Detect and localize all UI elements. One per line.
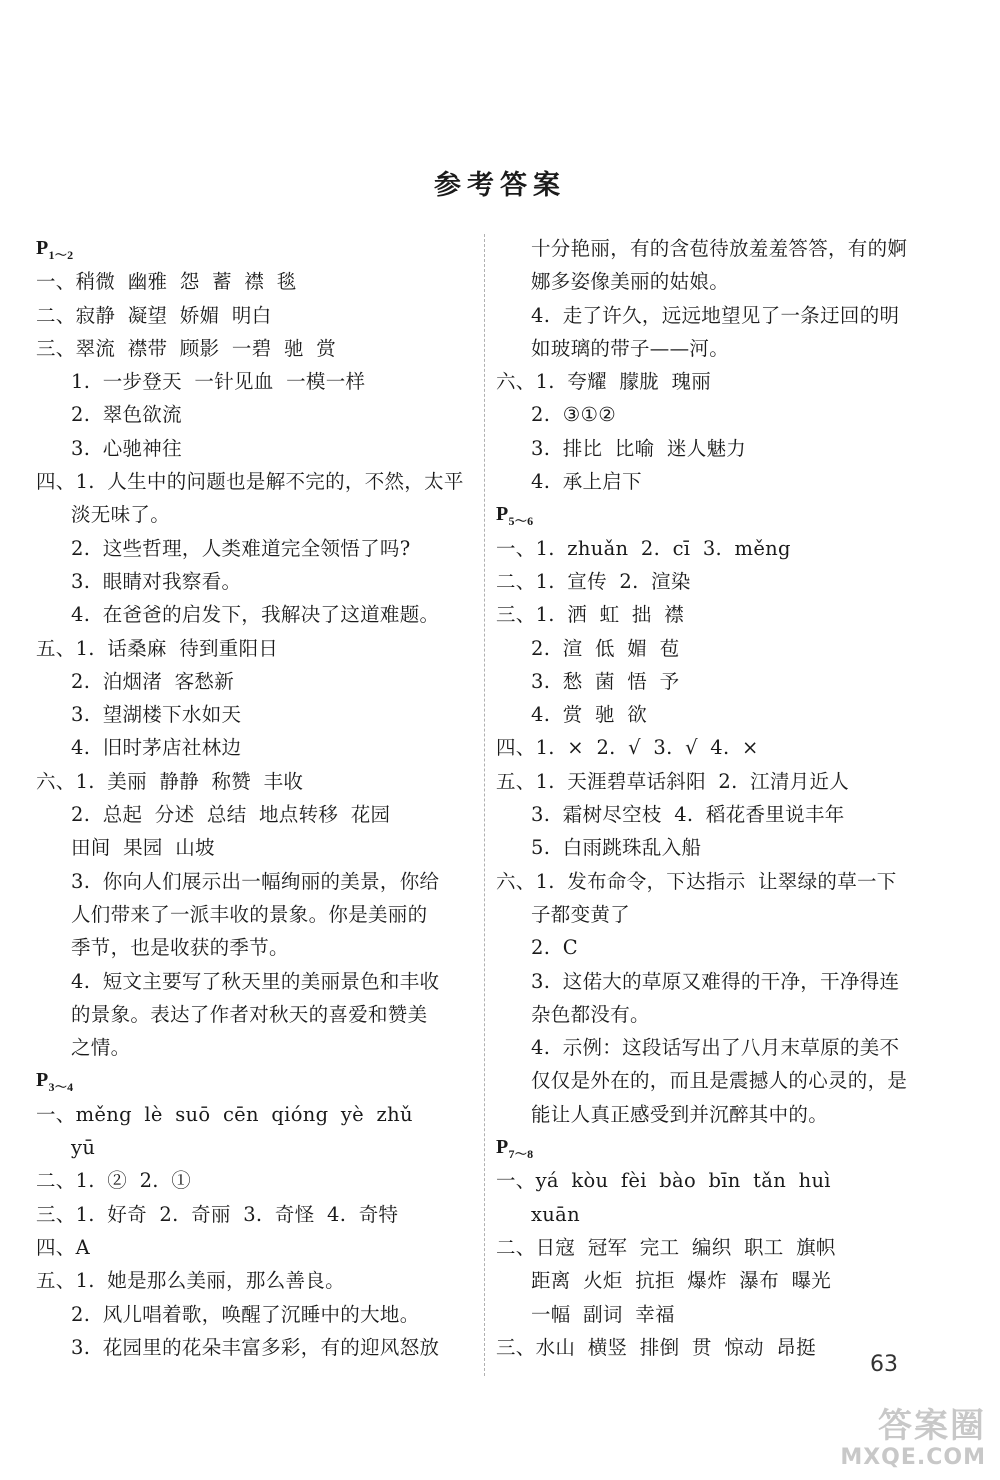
answer-line [496,598,926,631]
answer-text: 三、翠流 襟带 顾影 一碧 驰 赏 [36,336,337,360]
answer-text: 杂色都没有。 [531,1002,650,1026]
answer-line [496,465,926,498]
answer-line [36,898,464,931]
answer-text: 五、1. 话桑麻 待到重阳日 [36,636,279,660]
answer-line [496,265,926,298]
answer-text: 3. 眼睛对我察看。 [71,569,242,593]
answer-line [496,1064,926,1097]
answer-line [36,1231,464,1264]
answer-line [496,1298,926,1331]
answer-line [36,765,464,798]
answer-text: 3. 这偌大的草原又难得的干净，干净得连 [531,969,900,993]
page-title: 参考答案 [434,170,566,201]
answer-line [496,365,926,398]
page-range: 3～4 [48,1080,74,1095]
answer-text: 2. ③①② [531,403,617,427]
page-range: 1～2 [48,248,74,262]
answer-text: 仅仅是外在的，而且是震撼人的心灵的，是 [531,1069,908,1093]
section-heading-label: P [496,1136,509,1159]
answer-text: 3. 愁 菌 悟 予 [531,669,680,693]
answer-line [36,465,464,498]
answer-line [496,232,926,265]
answer-line [36,1198,464,1231]
section-heading [36,232,464,265]
answer-text: 一、yá kòu fèi bào bīn tǎn huì [496,1169,831,1193]
answer-line [496,998,926,1031]
answer-text: 六、1. 夸耀 朦胧 瑰丽 [496,370,712,394]
answer-text: 4. 承上启下 [531,470,642,494]
answer-line [36,1164,464,1197]
answer-line [496,632,926,665]
answer-line [496,1031,926,1064]
answer-line [496,1331,926,1364]
answer-text: 1. 一步登天 一针见血 一模一样 [71,370,366,394]
answer-text: 3. 你向人们展示出一幅绚丽的美景，你给 [71,869,440,893]
answer-text: 一幅 副词 幸福 [531,1302,675,1326]
answer-line [36,365,464,398]
answer-text: 季节，也是收获的季节。 [71,936,289,960]
answer-text: 5. 白雨跳珠乱入船 [531,836,702,860]
answer-line [36,1098,464,1131]
answer-line [36,1264,464,1297]
answer-text: 一、稍微 幽雅 怨 蓄 襟 毯 [36,270,297,294]
answer-line [36,665,464,698]
answer-text: 五、1. 她是那么美丽，那么善良。 [36,1269,345,1293]
answer-text: 六、1. 美丽 静静 称赞 丰收 [36,769,304,793]
answer-line [36,698,464,731]
answer-text: 能让人真正感受到并沉醉其中的。 [531,1102,829,1126]
answer-text: 4. 短文主要写了秋天里的美丽景色和丰收 [71,969,440,993]
answer-text: 4. 示例：这段话写出了八月末草原的美不 [531,1036,900,1060]
answer-line [496,565,926,598]
answer-text: 4. 走了许久，远远地望见了一条迂回的明 [531,303,900,327]
answer-line [496,332,926,365]
answer-text: 三、水山 横竖 排倒 贯 惊动 昂挺 [496,1335,816,1359]
watermark-logo: 答案圈 [878,1406,986,1446]
answer-text: 2. 泊烟渚 客愁新 [71,669,235,693]
answer-line [36,1298,464,1331]
answer-line [496,898,926,931]
answer-text: 4. 在爸爸的启发下，我解决了这道难题。 [71,603,440,627]
answer-text: 十分艳丽，有的含苞待放羞羞答答，有的婀 [531,237,908,260]
answer-text: 3. 心驰神往 [71,436,182,460]
answer-text: 娜多姿像美丽的姑娘。 [531,270,730,294]
answer-text: 2. 这些哲理，人类难道完全领悟了吗? [71,536,411,560]
watermark-url: MXQE.COM [840,1445,986,1470]
answer-text: 4. 赏 驰 欲 [531,703,648,727]
answer-line [36,831,464,864]
answer-line [496,398,926,431]
answer-text: 二、寂静 凝望 娇媚 明白 [36,303,272,327]
answer-line [496,731,926,764]
answer-text: 的景象。表达了作者对秋天的喜爱和赞美 [71,1002,428,1026]
section-heading-label: P [36,237,49,259]
answer-line [496,965,926,998]
answer-text: 四、A [36,1235,90,1259]
answer-line [36,865,464,898]
answer-line [36,299,464,332]
answer-text: 三、1. 好奇 2. 奇丽 3. 奇怪 4. 奇特 [36,1202,399,1226]
answer-line [36,532,464,565]
section-heading-label: P [36,1069,49,1092]
answer-text: 2. 渲 低 媚 苞 [531,636,680,660]
answer-line [496,865,926,898]
answer-text: 2. C [531,936,578,960]
answer-line [36,798,464,831]
answer-line [36,998,464,1031]
section-heading-label: P [496,503,509,526]
answer-line [36,565,464,598]
answer-line [36,432,464,465]
section-heading [496,498,926,531]
left-column [36,232,464,1364]
answer-text: 五、1. 天涯碧草话斜阳 2. 江清月近人 [496,769,850,793]
answer-line [36,965,464,998]
answer-text: 3. 花园里的花朵丰富多彩，有的迎风怒放 [71,1335,440,1359]
answer-text: 二、日寇 冠军 完工 编织 职工 旗帜 [496,1235,836,1259]
answer-text: 距离 火炬 抗拒 爆炸 瀑布 曝光 [531,1269,832,1293]
answer-text: 2. 总起 分述 总结 地点转移 花园 [71,803,391,827]
answer-text: 3. 望湖楼下水如天 [71,703,242,727]
answer-text: 3. 排比 比喻 迷人魅力 [531,436,747,460]
answer-text: 之情。 [71,1036,131,1060]
answer-text: 2. 翠色欲流 [71,403,182,427]
answer-line [496,299,926,332]
answer-line [36,731,464,764]
answer-line [36,931,464,964]
answer-text: 四、1. 人生中的问题也是解不完的，不然，太平 [36,470,464,494]
right-column [496,232,926,1364]
answer-text: 4. 旧时茅店社林边 [71,736,242,760]
answer-text: 四、1. × 2. √ 3. √ 4. × [496,736,759,760]
page-range: 7～8 [508,1147,534,1162]
answer-line [496,432,926,465]
answer-line [36,632,464,665]
answer-line [496,532,926,565]
answer-text: 六、1. 发布命令，下达指示 让翠绿的草一下 [496,869,897,893]
answer-line [496,1164,926,1197]
answer-text: 三、1. 洒 虹 拙 襟 [496,603,684,627]
answer-text: yū [71,1136,96,1160]
answer-text: 二、1. ② 2. ① [36,1169,192,1193]
answer-text: 3. 霜树尽空枝 4. 稻花香里说丰年 [531,803,845,827]
watermark [840,1407,986,1470]
answer-line [36,1131,464,1164]
answer-text: 田间 果园 山坡 [71,836,215,860]
answer-line [496,798,926,831]
section-heading [496,1131,926,1164]
answer-text: 一、měng lè suō cēn qióng yè zhǔ [36,1102,413,1126]
answer-text: 一、1. zhuǎn 2. cī 3. měng [496,536,791,560]
answer-line [36,398,464,431]
answer-text: 如玻璃的带子——河。 [531,336,729,360]
answer-line [36,332,464,365]
answer-line [36,1331,464,1364]
answer-line [36,498,464,531]
answer-text: xuān [531,1202,580,1226]
answer-line [496,831,926,864]
page-number: 63 [870,1352,898,1377]
answer-text: 子都变黄了 [531,902,631,926]
section-heading [36,1064,464,1097]
answer-line [36,598,464,631]
answer-line [496,1231,926,1264]
answer-line [36,265,464,298]
answer-line [496,1098,926,1131]
page-range: 5～6 [508,514,534,529]
column-divider [484,234,485,1376]
answer-text: 淡无味了。 [71,503,171,527]
answer-text: 二、1. 宣传 2. 渲染 [496,569,691,593]
answer-line [496,698,926,731]
answer-line [496,931,926,964]
answer-text: 2. 风儿唱着歌，唤醒了沉睡中的大地。 [71,1302,420,1326]
answer-line [496,765,926,798]
answer-text: 人们带来了一派丰收的景象。你是美丽的 [71,902,428,926]
answer-line [496,1264,926,1297]
answer-line [36,1031,464,1064]
answer-line [496,1198,926,1231]
answer-line [496,665,926,698]
